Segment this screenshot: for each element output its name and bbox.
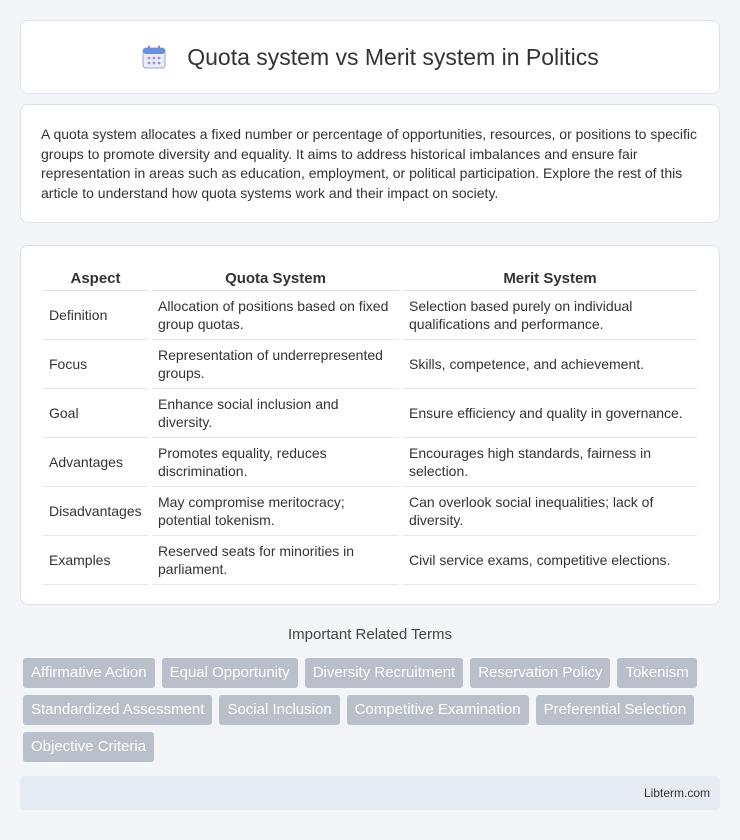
tag-standardized-assessment[interactable]: Standardized Assessment [23,695,212,725]
header-card [20,20,720,94]
intro-text: A quota system allocates a fixed number or percentage of opportunities, resources, or positions to specific groups to promote diversity and equality. It aims to address historical imbalances and ensure fair representation in areas such as education, employment, or political participation. Explore the rest of this article to understand how quota systems work and their impact on society. [41,126,698,201]
cell-quota: Reserved seats for minorities in parliament. [150,535,401,584]
cell-merit: Ensure efficiency and quality in governance. [401,388,697,437]
cell-quota: Enhance social inclusion and diversity. [150,388,401,437]
tag-diversity-recruitment[interactable]: Diversity Recruitment [305,658,464,688]
cell-aspect: Advantages [43,437,150,486]
footer [20,776,720,810]
cell-merit: Encourages high standards, fairness in selection. [401,437,697,486]
cell-aspect: Focus [43,339,150,388]
cell-quota: Representation of underrepresented groups. [150,339,401,388]
table-row [43,437,697,486]
tag-preferential-selection[interactable]: Preferential Selection [536,695,695,725]
header-quota-system: Quota System [150,266,401,290]
comparison-table [43,266,697,585]
tag-affirmative-action[interactable]: Affirmative Action [23,658,155,688]
cell-aspect: Disadvantages [43,486,150,535]
cell-aspect: Definition [43,290,150,339]
cell-quota: May compromise meritocracy; potential tokenism. [150,486,401,535]
cell-aspect: Goal [43,388,150,437]
related-terms-title: Important Related Terms [288,626,452,643]
cell-quota: Allocation of positions based on fixed group quotas. [150,290,401,339]
cell-merit: Skills, competence, and achievement. [401,339,697,388]
table-row [43,388,697,437]
footer-site-link[interactable]: Libterm.com [643,786,710,800]
tag-equal-opportunity[interactable]: Equal Opportunity [162,658,298,688]
table-row [43,535,697,584]
cell-merit: Selection based purely on individual qualifications and performance. [401,290,697,339]
tag-competitive-examination[interactable]: Competitive Examination [347,695,529,725]
tag-tokenism[interactable]: Tokenism [617,658,696,688]
table-row [43,339,697,388]
table-row [43,486,697,535]
table-header-row [43,266,697,290]
comparison-table-card [20,245,720,605]
tag-reservation-policy[interactable]: Reservation Policy [470,658,610,688]
title-wrap [141,44,599,71]
page-title: Quota system vs Merit system in Politics [187,43,599,70]
calendar-icon [141,44,167,70]
cell-merit: Can overlook social inequalities; lack of diversity. [401,486,697,535]
tag-social-inclusion[interactable]: Social Inclusion [219,695,339,725]
related-terms-list [23,658,703,762]
tag-objective-criteria[interactable]: Objective Criteria [23,732,154,762]
cell-aspect: Examples [43,535,150,584]
header-aspect: Aspect [43,266,150,290]
header-merit-system: Merit System [401,266,697,290]
cell-merit: Civil service exams, competitive elections. [401,535,697,584]
intro-card [20,104,720,223]
table-row [43,290,697,339]
cell-quota: Promotes equality, reduces discrimination. [150,437,401,486]
